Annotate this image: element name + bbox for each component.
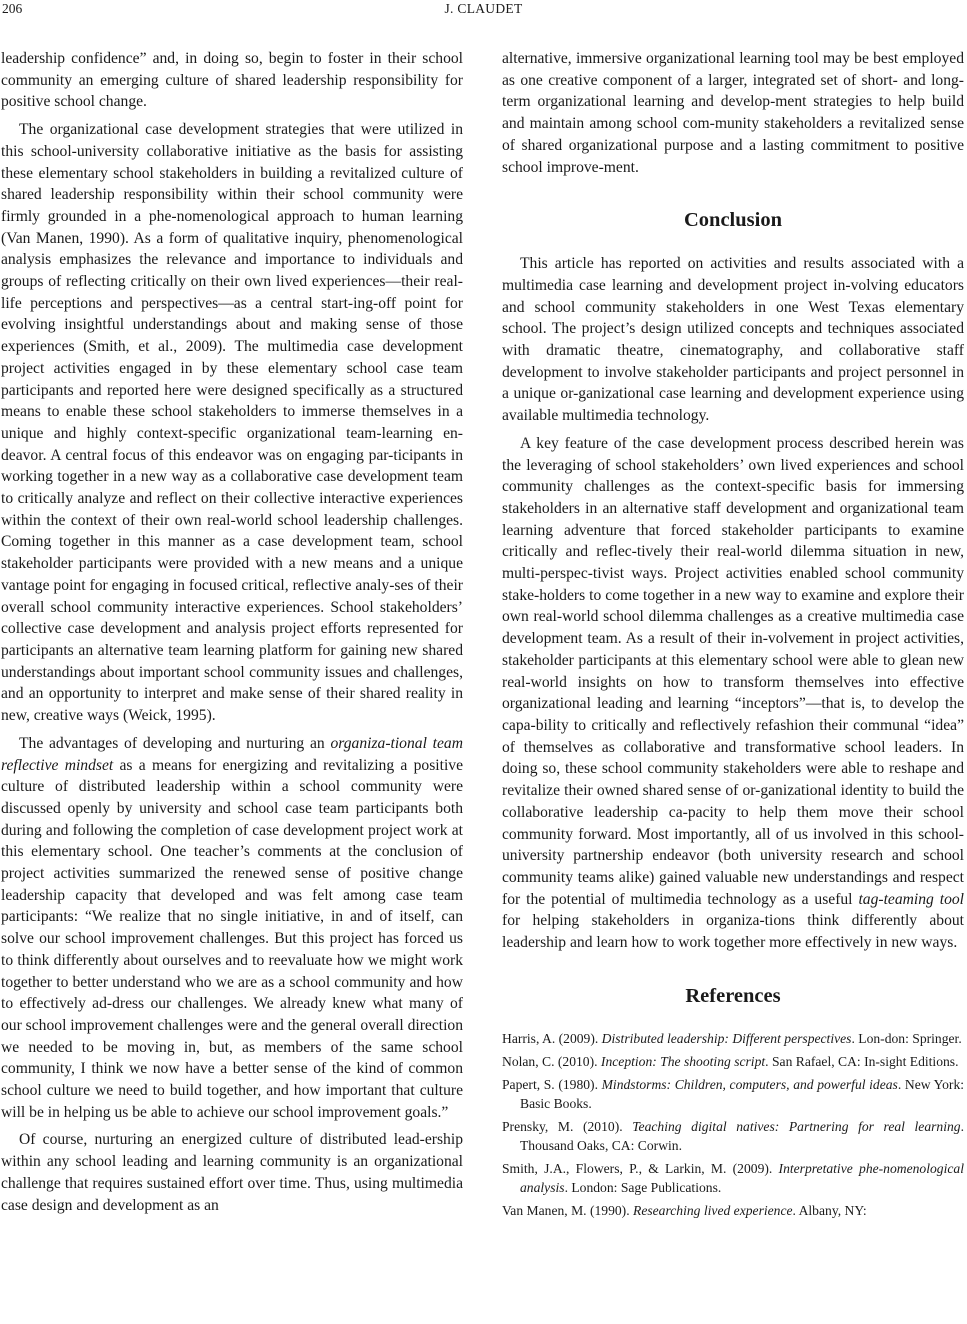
- reference-title: Inception: The shooting script: [600, 1053, 766, 1069]
- reference-authors: Papert, S. (1980).: [502, 1076, 602, 1092]
- reference-title: Distributed leadership: Different perspectives: [601, 1030, 852, 1046]
- reference-item: [502, 1052, 964, 1071]
- right-column: [502, 48, 964, 1224]
- paragraph-text: for helping stakeholders in organiza-tions think differently about leadership and learn how to work together more effectively in new ways.: [502, 912, 964, 952]
- reference-authors: Nolan, C. (2010).: [502, 1053, 601, 1069]
- reference-title: Teaching digital natives: Partnering for real learning: [632, 1118, 961, 1134]
- paragraph-text: The advantages of developing and nurturing an: [19, 734, 331, 752]
- paragraph: [502, 433, 964, 954]
- reference-authors: Smith, J.A., Flowers, P., & Larkin, M. (2009).: [502, 1160, 779, 1176]
- italic-phrase: organiza-tional team reflective mindset: [1, 734, 463, 774]
- reference-item: [502, 1159, 964, 1197]
- reference-rest: . London: Sage Publications.: [564, 1179, 722, 1195]
- reference-rest: . Albany, NY:: [792, 1202, 867, 1218]
- reference-authors: Harris, A. (2009).: [502, 1030, 602, 1046]
- reference-authors: Van Manen, M. (1990).: [502, 1202, 634, 1218]
- reference-item: [502, 1117, 964, 1155]
- running-head: J. CLAUDET: [444, 1, 523, 16]
- paragraph: [1, 733, 463, 1124]
- paragraph-text: as a means for energizing and revitalizing a positive culture of distributed leadership within a school community were discussed openly by university and school case team participants both during and following the completion of case development project work at this elementary school. One teacher’s comments at the conclusion of project activities summarized the renewed sense of positive change leadership capacity that developed and was felt among case team participants: “We realize that no single initiative, in and of itself, can solve our school improvement challenges. But this project has forced us to think differently about ourselves and to reevaluate how we might work together to better understand who we are as a school community and how to effectively ad-dress our challenges. We already knew what many of our school improvement challenges were and the general overall direction we needed to be moving in, but, as members of the same school community, I think we now have a better sense of the kind of common school culture we need to build together, and how important that culture will be in helping us be able to achieve our school improvement goals.”: [1, 756, 464, 1121]
- page-number: 206: [2, 1, 23, 16]
- reference-rest: . Thousand Oaks, CA: Corwin.: [520, 1118, 965, 1153]
- reference-rest: . Lon-don: Springer.: [851, 1030, 962, 1046]
- italic-phrase: tag-teaming tool: [858, 890, 964, 908]
- paragraph: This article has reported on activities and results associated with a multimedia case learning and development project in-volving educators and school community stakeholders in one West Texas elementary school. The project’s design utilized concepts and techniques associated with dramatic theatre, cinematography, and collaborative staff development to involve stakeholder participants and project personnel in a unique or-ganizational case learning and development experience using available multimedia technology.: [502, 255, 964, 425]
- paragraph: The organizational case development strategies that were utilized in this school-university collaborative initiative as the basis for assisting these elementary school stakeholders in building a revitalized culture of shared leadership responsibility within their school community were firmly grounded in a phe-nomenological approach to human learning (Van Manen, 1990). As a form of qualitative inquiry, phenomenological analysis emphasizes the relevance and importance to individuals and groups of reflecting critically on their own lived experiences—their real-life perceptions and perspectives—as a central start-ing-off point for evolving insightful understandings about and making sense of those experiences (Smith, et al., 2009). The multimedia case development project activities engaged in by these elementary school case team participants and reported here were designed specifically as a structured means to enable these school stakeholders to immerse themselves in a unique and highly context-specific organizational team-learning en-deavor. A central focus of this endeavor was on engaging par-ticipants in working together in a new way as a collaborative case development team to critically analyze and reflect on their collective interactive experiences within the context of their own real-world school leadership challenges. Coming together in this manner as a case development team, school stakeholder participants were provided with a new means and a unique vantage point for engaging in focused critical, reflective analy-ses of their overall school community interactive experiences. School stakeholders’ collective case development and analysis project efforts represented for participants an alternative team learning platform for gaining new shared understandings about important school community issues and challenges, and an opportunity to interpret and make sense of their shared reality in new, creative ways (Weick, 1995).: [1, 121, 463, 725]
- paragraph: leadership confidence” and, in doing so, begin to foster in their school community an emerging culture of shared leadership responsibility for positive school change.: [1, 50, 463, 111]
- reference-item: [502, 1029, 964, 1048]
- left-column: [1, 48, 463, 1222]
- reference-title: Researching lived experience: [633, 1202, 793, 1218]
- reference-rest: . San Rafael, CA: In-sight Editions.: [765, 1053, 959, 1069]
- reference-item: [502, 1075, 964, 1113]
- reference-list: [502, 1029, 964, 1220]
- reference-title: Mindstorms: Children, computers, and powerful ideas: [601, 1076, 898, 1092]
- reference-rest: . New York: Basic Books.: [520, 1076, 965, 1111]
- conclusion-heading: Conclusion: [684, 209, 782, 232]
- reference-authors: Prensky, M. (2010).: [502, 1118, 633, 1134]
- reference-item: [502, 1201, 964, 1220]
- paragraph: Of course, nurturing an energized culture of distributed lead-ership within any school leading and learning community is an organizational challenge that requires sustained effort over time. Thus, using multimedia case design and development as an: [1, 1131, 463, 1214]
- reference-title: Interpretative phe-nomenological analysis: [520, 1160, 964, 1195]
- page-header: [0, 0, 967, 22]
- paragraph-text: A key feature of the case development process described herein was the leveraging of school stakeholders’ own lived experiences and school community challenges as the context-specific basis for immersing stakeholders in an alternative staff development and organizational team learning adventure that forced stakeholder participants to examine critically and reflec-tively their real-world dilemma situation in new, multi-perspec-tivist ways. Project activities enabled school community stake-holders to come together in a new way to examine and explore their own real-world school dilemma challenges as a creative multimedia case development team. As a result of their in-volvement in project activities, stakeholder participants at this elementary school were able to glean new real-world insights on how to transform themselves into effective organizational leading and learning “inceptors”—that is, to develop the capa-bility to critically and reflectively refashion their communal “idea” of themselves as collaborative and transformative school leaders. In doing so, these school community stakeholders were able to reshape and revitalize their owned shared sense of or-ganizational identity to build the collaborative leadership ca-pacity to help them move their school community forward. Most importantly, all of us involved in this school-university partnership endeavor (both university research and school community teams alike) gained valuable new understandings and respect for the potential of multimedia technology as a useful: [502, 434, 964, 908]
- paragraph: alternative, immersive organizational learning tool may be best employed as one creative component of a larger, integrated set of short- and long-term organizational learning and develop-ment strategies to help build and maintain among school com-munity stakeholders a revitalized sense of shared organizational purpose and a lasting commitment to positive school improve-ment.: [502, 50, 964, 176]
- references-heading: References: [685, 984, 781, 1007]
